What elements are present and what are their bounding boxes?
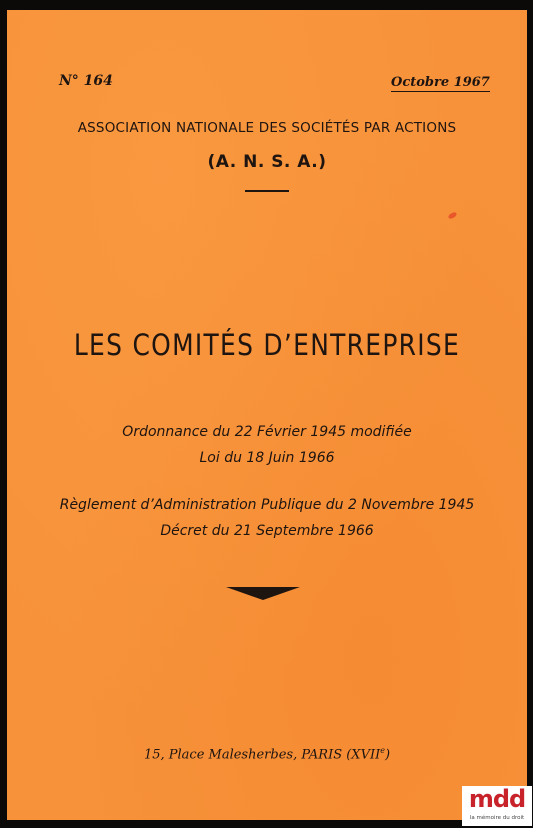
decorative-triangle (226, 587, 300, 600)
book-cover (7, 10, 527, 820)
legal-text-loi: Loi du 18 Juin 1966 (199, 450, 335, 466)
watermark-mark: mdd (468, 785, 526, 813)
publisher-address (7, 746, 527, 762)
watermark-tagline: la mémoire du droit (469, 815, 525, 821)
stain-mark (447, 211, 457, 220)
issue-date: Octobre 1967 (391, 75, 490, 90)
book-title: LES COMITÉS D’ENTREPRISE (73, 328, 461, 362)
address-text: 15, Place Malesherbes, PARIS (XVII (143, 747, 381, 763)
legal-text-decret: Décret du 21 Septembre 1966 (160, 523, 374, 539)
association-name: ASSOCIATION NATIONALE DES SOCIÉTÉS PAR ACTIONS (77, 120, 457, 136)
legal-text-reglement: Règlement d’Administration Publique du 2 Novembre 1945 (59, 497, 475, 513)
association-acronym: (A. N. S. A.) (207, 152, 327, 172)
divider-rule (245, 190, 289, 192)
watermark-logo (462, 786, 532, 826)
address-close: ) (384, 747, 391, 763)
address-suffix: e (380, 746, 385, 755)
legal-text-ordonnance: Ordonnance du 22 Février 1945 modifiée (122, 424, 412, 440)
issue-number: N° 164 (59, 73, 113, 89)
